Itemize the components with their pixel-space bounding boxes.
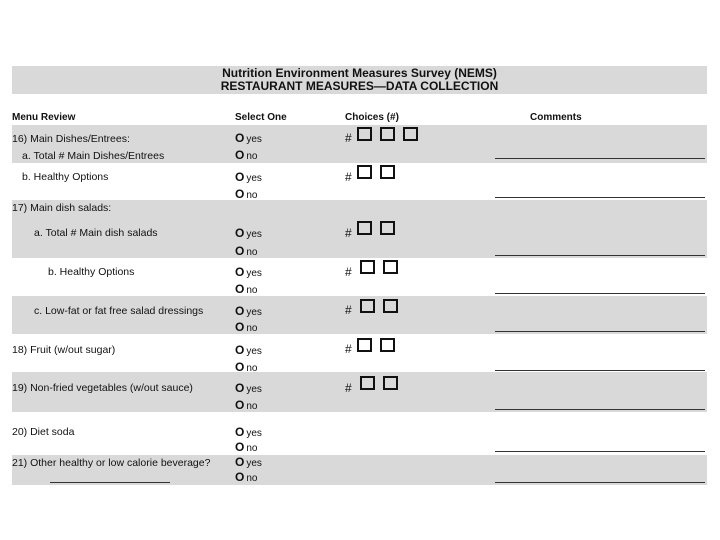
no-radio[interactable]: O no (235, 440, 258, 454)
no-radio[interactable]: O no (235, 244, 258, 258)
row-label: a. Total # Main dish salads (34, 227, 158, 239)
row-label: c. Low-fat or fat free salad dressings (34, 305, 204, 317)
row-label: 20) Diet soda (12, 426, 75, 438)
yes-radio[interactable]: O yes (235, 131, 262, 145)
digit-box[interactable] (383, 299, 398, 313)
digit-box[interactable] (383, 260, 398, 274)
digit-box[interactable] (380, 221, 395, 235)
yes-radio[interactable]: O yes (235, 304, 262, 318)
col-select-one: Select One (235, 112, 287, 123)
row-label: 18) Fruit (w/out sugar) (12, 344, 116, 356)
no-radio[interactable]: O no (235, 282, 258, 296)
yes-radio[interactable]: O yes (235, 381, 262, 395)
survey-title: Nutrition Environment Measures Survey (NEMS) (222, 66, 497, 80)
digit-box[interactable] (383, 376, 398, 390)
hash-sign: # (345, 226, 352, 240)
yes-radio[interactable]: O yes (235, 226, 262, 240)
survey-subtitle: RESTAURANT MEASURES—DATA COLLECTION (220, 79, 499, 93)
digit-box[interactable] (380, 127, 395, 141)
row-label: b. Healthy Options (48, 266, 135, 278)
yes-radio[interactable]: O yes (235, 343, 262, 357)
hash-sign: # (345, 265, 352, 279)
row-label: 19) Non-fried vegetables (w/out sauce) (12, 382, 193, 394)
digit-box[interactable] (357, 127, 372, 141)
comment-line[interactable] (495, 482, 705, 483)
row-label: b. Healthy Options (22, 171, 109, 183)
hash-sign: # (345, 170, 352, 184)
digit-box[interactable] (380, 338, 395, 352)
no-radio[interactable]: O no (235, 187, 258, 201)
digit-box[interactable] (357, 221, 372, 235)
digit-box[interactable] (380, 165, 395, 179)
no-radio[interactable]: O no (235, 360, 258, 374)
row-label: 17) Main dish salads: (12, 202, 112, 214)
comment-line[interactable] (495, 451, 705, 452)
hash-sign: # (345, 342, 352, 356)
comment-line[interactable] (495, 293, 705, 294)
comment-line[interactable] (495, 409, 705, 410)
no-radio[interactable]: O no (235, 470, 258, 484)
no-radio[interactable]: O no (235, 148, 258, 162)
row-label: a. Total # Main Dishes/Entrees (22, 150, 165, 162)
comment-line[interactable] (495, 331, 705, 332)
yes-radio[interactable]: O yes (235, 455, 262, 469)
yes-radio[interactable]: O yes (235, 170, 262, 184)
row-label: 21) Other healthy or low calorie beverage? (12, 457, 211, 469)
yes-radio[interactable]: O yes (235, 425, 262, 439)
digit-box[interactable] (357, 338, 372, 352)
no-radio[interactable]: O no (235, 398, 258, 412)
no-radio[interactable]: O no (235, 320, 258, 334)
col-choices: Choices (#) (345, 112, 399, 123)
col-comments: Comments (530, 112, 582, 123)
comment-line[interactable] (495, 370, 705, 371)
digit-box[interactable] (360, 260, 375, 274)
comment-line[interactable] (495, 255, 705, 256)
col-menu-review: Menu Review (12, 112, 76, 123)
digit-box[interactable] (403, 127, 418, 141)
row-label: 16) Main Dishes/Entrees: (12, 133, 130, 145)
hash-sign: # (345, 381, 352, 395)
hash-sign: # (345, 303, 352, 317)
digit-box[interactable] (357, 165, 372, 179)
digit-box[interactable] (360, 299, 375, 313)
comment-line[interactable] (495, 197, 705, 198)
digit-box[interactable] (360, 376, 375, 390)
hash-sign: # (345, 131, 352, 145)
other-beverage-line[interactable] (50, 482, 170, 483)
comment-line[interactable] (495, 158, 705, 159)
yes-radio[interactable]: O yes (235, 265, 262, 279)
